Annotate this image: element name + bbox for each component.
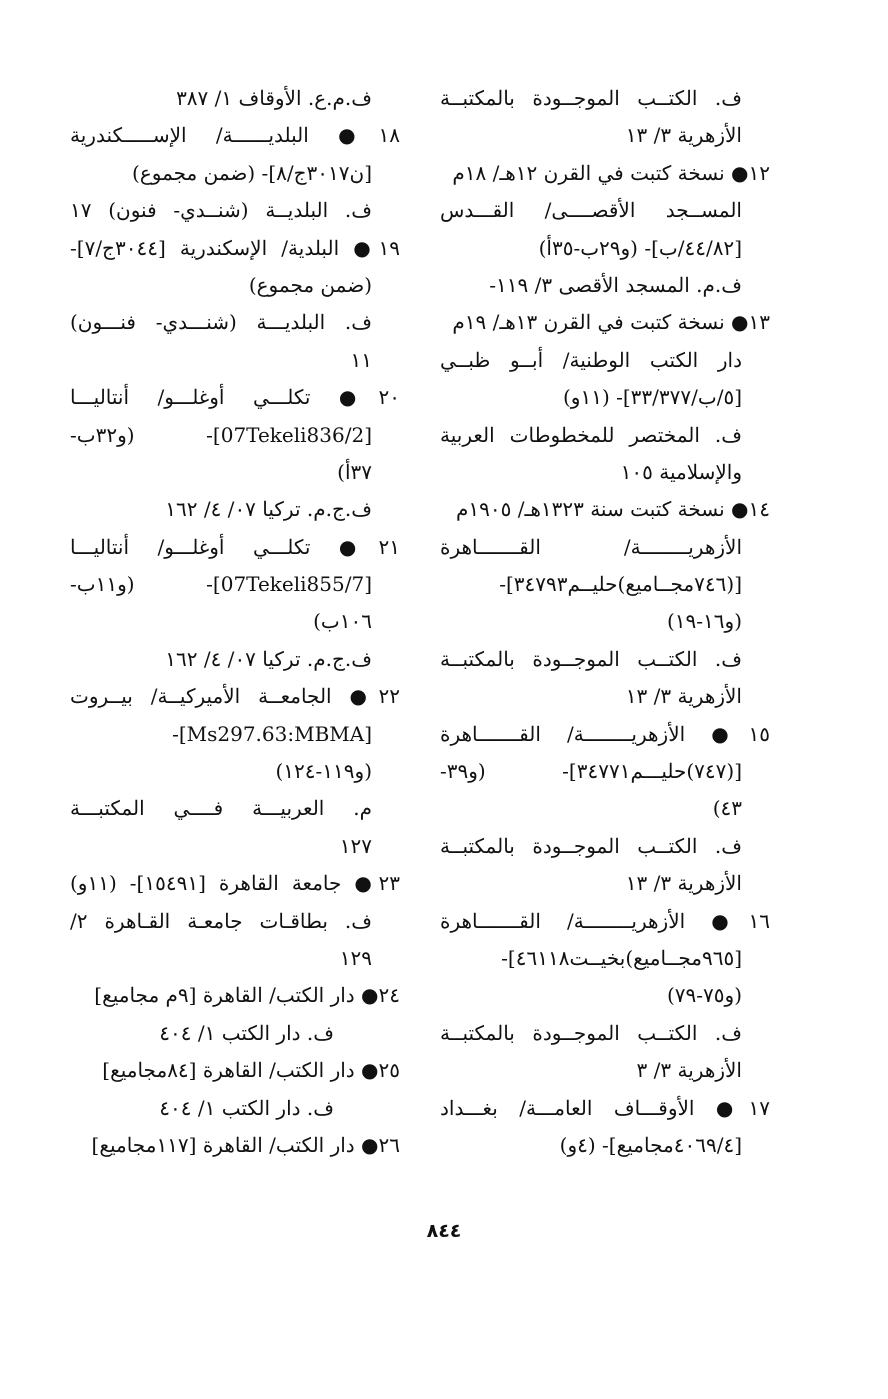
text-line: ٢٠● تكلـــي أوغلـــو/ أنتاليـــا bbox=[70, 385, 400, 410]
text-line: ١٢٩ bbox=[339, 945, 372, 970]
text-line: [٤٤/٨٢/ب]- (و٢٩ب-٣٥أ) bbox=[538, 235, 742, 260]
text-line: الأزهرية ٣/ ١٣ bbox=[625, 684, 742, 709]
text-line: ف. دار الكتب ١/ ٤٠٤ bbox=[159, 1095, 334, 1120]
text-line: (و١٦-١٩) bbox=[666, 609, 742, 634]
text-line: [٥/ب/٣٣/٣٧٧]- (١١و) bbox=[562, 385, 742, 410]
page-number: ٨٤٤ bbox=[426, 1220, 462, 1242]
text-line: ١٦● الأزهريــــــــة/ القـــــــاهرة bbox=[440, 908, 770, 933]
text-line: ٢٤● دار الكتب/ القاهرة [٩م مجاميع] bbox=[94, 983, 400, 1008]
text-line: ٢٦● دار الكتب/ القاهرة [١١٧مجاميع] bbox=[91, 1132, 400, 1157]
text-line: ١٧● الأوقـــاف العامـــة/ بغـــداد bbox=[440, 1095, 770, 1120]
text-line: ١٤● نسخة كتبت سنة ١٣٢٣هـ/ ١٩٠٥م bbox=[456, 497, 770, 522]
text-line: ١٨● البلديــــــة/ الإســـــكندرية bbox=[70, 123, 400, 148]
text-line: ف.م. المسجد الأقصى ٣/ ١١٩- bbox=[489, 272, 742, 297]
left-column bbox=[70, 80, 400, 1164]
text-line: ف.ج.م. تركيا ٠٧/ ٤/ ١٦٢ bbox=[165, 497, 372, 522]
text-line: ف.ج.م. تركيا ٠٧/ ٤/ ١٦٢ bbox=[165, 646, 372, 671]
text-line: ف. بطاقـات جامعـة القـاهرة ٢/ bbox=[70, 908, 372, 933]
text-line: ١٢● نسخة كتبت في القرن ١٢هـ/ ١٨م bbox=[452, 160, 770, 185]
text-line: [٩٦٥مجــاميع)بخيــت٤٦١١٨]- bbox=[501, 945, 742, 970]
text-line: [(٧٤٦مجــاميع)حليــم٣٤٧٩٣]- bbox=[499, 572, 742, 597]
text-line: ف. الكتــب الموجــودة بالمكتبــة bbox=[440, 1020, 742, 1045]
text-line: [(٧٤٧)حليـــم٣٤٧٧١]- (و٣٩- bbox=[440, 759, 742, 784]
text-line: ١١ bbox=[350, 347, 372, 372]
text-line: [ن٣٠١٧ج/٨]- (ضمن مجموع) bbox=[132, 160, 372, 185]
text-line: [07Tekeli836/2]- (و٣٢ب- bbox=[70, 422, 372, 447]
text-line: الأزهريــــــــة/ القـــــــاهرة bbox=[440, 534, 742, 559]
text-line: ف. المختصر للمخطوطات العربية bbox=[440, 422, 742, 447]
text-line: [07Tekeli855/7]- (و١١ب- bbox=[70, 572, 372, 597]
text-line: الأزهرية ٣/ ١٣ bbox=[625, 123, 742, 148]
text-line: [Ms297.63:MBMA]- bbox=[172, 721, 372, 746]
right-column bbox=[440, 80, 770, 1164]
text-line: ٢١● تكلـــي أوغلـــو/ أنتاليـــا bbox=[70, 534, 400, 559]
text-line: ف. دار الكتب ١/ ٤٠٤ bbox=[159, 1020, 334, 1045]
text-line: الأزهرية ٣/ ١٣ bbox=[625, 871, 742, 896]
text-line: ١٣● نسخة كتبت في القرن ١٣هـ/ ١٩م bbox=[452, 310, 770, 335]
text-line: [٤٠٦٩/٤مجاميع]- (٤و) bbox=[559, 1132, 742, 1157]
text-line: ١٢٧ bbox=[339, 833, 372, 858]
text-line: ف.م.ع. الأوقاف ١/ ٣٨٧ bbox=[176, 86, 372, 110]
text-line: المســجد الأقصــــى/ القـــدس bbox=[440, 198, 742, 223]
text-line: (و٧٥-٧٩) bbox=[666, 983, 742, 1008]
text-line: (و١١٩-١٢٤) bbox=[275, 759, 372, 784]
text-line: ٢٢● الجامعــة الأميركيــة/ بيــروت bbox=[70, 684, 400, 709]
text-line: الأزهرية ٣/ ٣ bbox=[636, 1058, 742, 1083]
text-line: ١٩● البلدية/ الإسكندرية [٣٠٤٤ج/٧]- bbox=[70, 235, 400, 260]
text-line: ١٠٦ب) bbox=[313, 609, 372, 634]
text-line: ف. البلديـــة (شنـــدي- فنـــون) bbox=[70, 310, 372, 335]
text-line: ف. البلديــة (شنــدي- فنون) ١٧ bbox=[70, 198, 372, 223]
text-line: م. العربيـــة فــــي المكتبـــة bbox=[70, 796, 372, 821]
text-line: ف. الكتــب الموجــودة بالمكتبــة bbox=[440, 86, 742, 110]
text-line: ٣٧أ) bbox=[337, 459, 372, 484]
text-line: (ضمن مجموع) bbox=[248, 272, 372, 297]
text-line: ١٥● الأزهريــــــــة/ القـــــــاهرة bbox=[440, 721, 770, 746]
text-line: ف. الكتــب الموجــودة بالمكتبــة bbox=[440, 646, 742, 671]
text-line: ٢٣● جامعة القاهرة [١٥٤٩١]- (١١و) bbox=[70, 871, 400, 896]
text-line: ٤٣) bbox=[712, 796, 742, 821]
text-line: ف. الكتــب الموجــودة بالمكتبــة bbox=[440, 833, 742, 858]
text-line: دار الكتب الوطنية/ أبــو ظبــي bbox=[440, 347, 742, 372]
text-line: والإسلامية ١٠٥ bbox=[620, 459, 742, 484]
text-line: ٢٥● دار الكتب/ القاهرة [٨٤مجاميع] bbox=[102, 1058, 400, 1083]
